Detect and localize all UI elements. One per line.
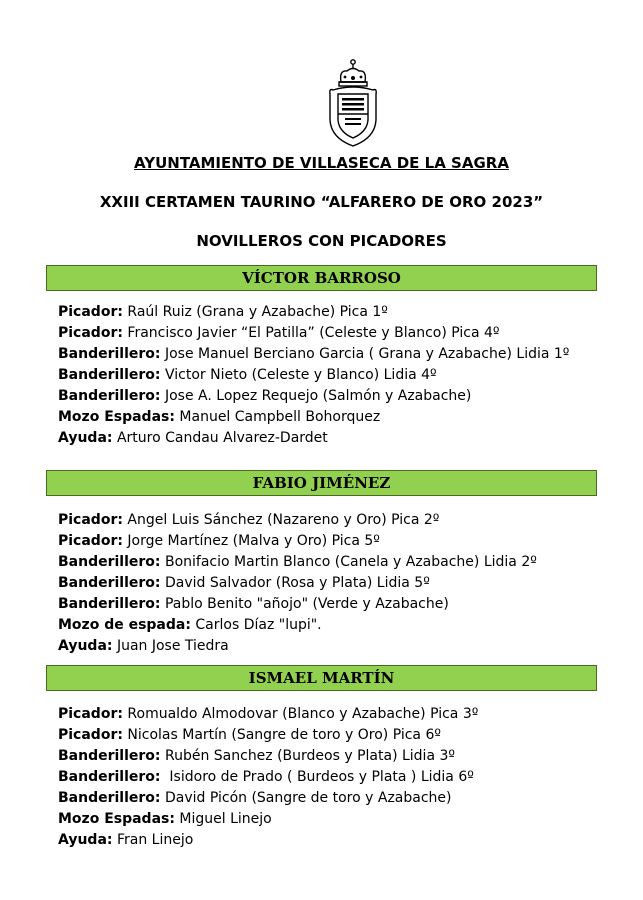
crew-row (58, 573, 638, 594)
crew-role: Picador: (58, 533, 123, 549)
crew-row (58, 407, 638, 428)
crew-role: Ayuda: (58, 430, 113, 446)
crew-member: Fran Linejo (112, 832, 194, 848)
crew-row (58, 704, 638, 725)
crew-member: Romualdo Almodovar (Blanco y Azabache) Pica 3º (122, 706, 479, 722)
crew-role: Picador: (58, 512, 123, 528)
crew-member: David Picón (Sangre de toro y Azabache) (160, 790, 452, 806)
crew-member: Jorge Martínez (Malva y Oro) Pica 5º (122, 533, 380, 549)
crew-member: Nicolas Martín (Sangre de toro y Oro) Pica 6º (122, 727, 441, 743)
crew-row (58, 809, 638, 830)
crew-role: Banderillero: (58, 769, 161, 785)
crew-role: Banderillero: (58, 575, 161, 591)
event-title: XXIII CERTAMEN TAURINO “ALFARERO DE ORO 2023” (99, 193, 544, 211)
crew-member: Miguel Linejo (174, 811, 272, 827)
crew-role: Ayuda: (58, 832, 113, 848)
crew-member: Angel Luis Sánchez (Nazareno y Oro) Pica 2º (122, 512, 440, 528)
crew-row (58, 830, 638, 851)
crew-row (58, 510, 638, 531)
crew-row (58, 767, 638, 788)
crew-list-fabio-jimenez (58, 510, 638, 657)
crew-row (58, 386, 638, 407)
category-title: NOVILLEROS CON PICADORES (196, 232, 447, 250)
crew-role: Banderillero: (58, 367, 161, 383)
page-title: AYUNTAMIENTO DE VILLASECA DE LA SAGRA (134, 154, 509, 172)
crew-member: Carlos Díaz "lupi". (190, 617, 322, 633)
crew-row (58, 323, 638, 344)
crew-member: Jose Manuel Berciano Garcia ( Grana y Azabache) Lidia 1º (160, 346, 570, 362)
crew-role: Banderillero: (58, 554, 161, 570)
crew-row (58, 636, 638, 657)
crew-role: Banderillero: (58, 346, 161, 362)
crew-row (58, 428, 638, 449)
coat-of-arms-icon (323, 58, 383, 150)
crew-row (58, 531, 638, 552)
section-header-ismael-martin: ISMAEL MARTÍN (46, 665, 597, 691)
section-header-fabio-jimenez: FABIO JIMÉNEZ (46, 470, 597, 496)
crew-member: Raúl Ruiz (Grana y Azabache) Pica 1º (122, 304, 388, 320)
crew-member: Pablo Benito "añojo" (Verde y Azabache) (160, 596, 449, 612)
crew-role: Banderillero: (58, 596, 161, 612)
crew-member: Victor Nieto (Celeste y Blanco) Lidia 4º (160, 367, 437, 383)
crew-member: Arturo Candau Alvarez-Dardet (112, 430, 328, 446)
crew-row (58, 725, 638, 746)
crew-role: Banderillero: (58, 790, 161, 806)
crew-member: Isidoro de Prado ( Burdeos y Plata ) Lidia 6º (160, 769, 474, 785)
crew-role: Mozo de espada: (58, 617, 191, 633)
crew-member: Manuel Campbell Bohorquez (174, 409, 381, 425)
crew-member: Francisco Javier “El Patilla” (Celeste y Blanco) Pica 4º (122, 325, 500, 341)
crew-member: Jose A. Lopez Requejo (Salmón y Azabache) (160, 388, 472, 404)
crew-role: Mozo Espadas: (58, 811, 175, 827)
crew-row (58, 302, 638, 323)
crew-role: Ayuda: (58, 638, 113, 654)
crew-row (58, 344, 638, 365)
crew-role: Picador: (58, 706, 123, 722)
crew-row (58, 594, 638, 615)
crew-role: Picador: (58, 304, 123, 320)
crew-member: Bonifacio Martin Blanco (Canela y Azabache) Lidia 2º (160, 554, 537, 570)
crew-member: David Salvador (Rosa y Plata) Lidia 5º (160, 575, 430, 591)
crew-role: Mozo Espadas: (58, 409, 175, 425)
crew-member: Juan Jose Tiedra (112, 638, 229, 654)
crew-row (58, 365, 638, 386)
crew-member: Rubén Sanchez (Burdeos y Plata) Lidia 3º (160, 748, 455, 764)
crew-list-ismael-martin (58, 704, 638, 851)
crew-list-victor-barroso (58, 302, 638, 449)
crew-row (58, 788, 638, 809)
crew-row (58, 746, 638, 767)
crew-role: Banderillero: (58, 748, 161, 764)
section-header-victor-barroso: VÍCTOR BARROSO (46, 265, 597, 291)
crew-role: Banderillero: (58, 388, 161, 404)
crew-row (58, 552, 638, 573)
crew-role: Picador: (58, 727, 123, 743)
crew-row (58, 615, 638, 636)
crew-role: Picador: (58, 325, 123, 341)
